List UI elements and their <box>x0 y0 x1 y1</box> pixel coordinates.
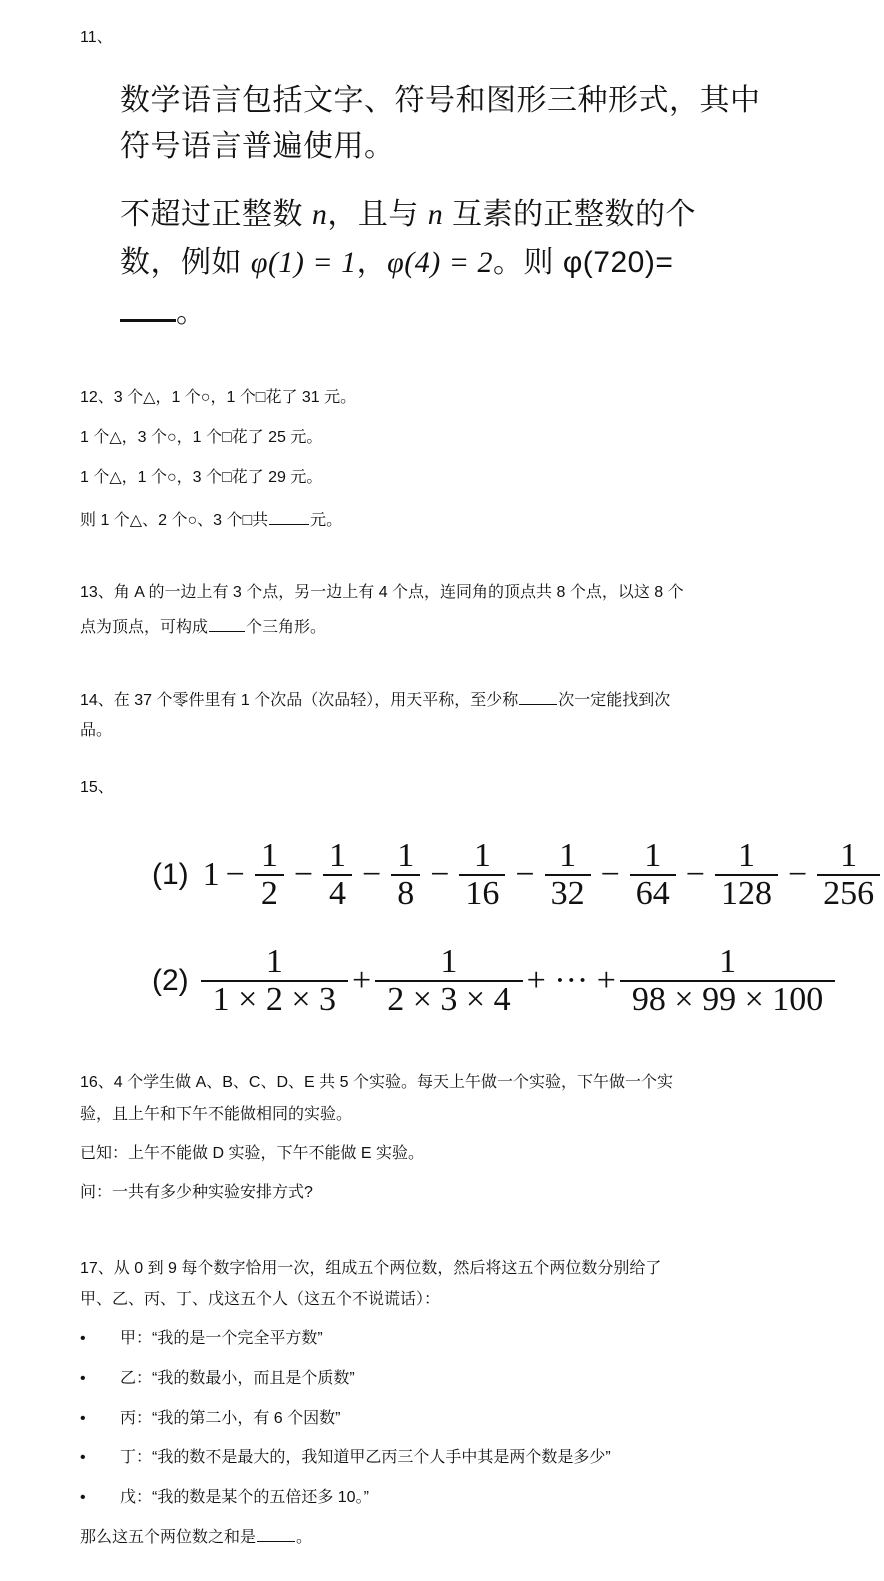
fraction-1-8 <box>391 838 420 912</box>
denominator: 256 <box>817 874 880 912</box>
bullet-marker: • <box>80 1330 86 1347</box>
q17-statement-bing: 丙：“我的第二小，有 6 个因数” <box>120 1410 341 1427</box>
q12-line4 <box>80 510 342 531</box>
fraction-1-16 <box>459 838 505 912</box>
numerator: 1 <box>719 943 737 980</box>
numerator: 1 <box>440 943 458 980</box>
q13-line2 <box>80 617 326 638</box>
q11-example-1: φ(1) = 1 <box>250 246 357 279</box>
fraction-1-32 <box>545 838 591 912</box>
q16-line3: 已知：上午不能做 D 实验，下午不能做 E 实验。 <box>80 1145 425 1162</box>
q17-statement-yi: 乙：“我的数最小，而且是个质数” <box>120 1370 355 1387</box>
bullet-marker: • <box>80 1410 86 1427</box>
minus-sign: − <box>362 856 382 893</box>
q17-final-b: 。 <box>296 1529 313 1546</box>
bullet-marker: • <box>80 1489 86 1506</box>
fraction-1-over-123 <box>207 944 342 1018</box>
numerator: 1 <box>559 837 577 874</box>
q11-line1: 数学语言包括文字、符号和图形三种形式，其中 <box>120 84 761 117</box>
q15-expression-2 <box>152 944 833 1018</box>
q17-final <box>80 1527 312 1548</box>
q12-line2: 1 个△，3 个○，1 个□花了 25 元。 <box>80 429 323 446</box>
denominator: 8 <box>391 874 420 912</box>
q14-line1-b: 次一定能找到次 <box>558 692 671 709</box>
q14-line1-a: 14、在 37 个零件里有 1 个次品（次品轻），用天平称，至少称 <box>80 692 519 709</box>
minus-sign: − <box>293 856 314 893</box>
q17-statement-jia: 甲：“我的是一个完全平方数” <box>120 1330 323 1347</box>
numerator: 1 <box>737 837 755 874</box>
numerator: 1 <box>260 837 278 874</box>
denominator: 32 <box>545 874 591 912</box>
bullet-marker: • <box>80 1449 86 1466</box>
q16-line1: 16、4 个学生做 A、B、C、D、E 共 5 个实验。每天上午做一个实验，下午做一个实 <box>80 1074 673 1091</box>
fraction-1-2 <box>255 838 284 912</box>
fraction-1-over-9899100 <box>626 944 829 1018</box>
q11-answer-blank[interactable] <box>120 297 176 322</box>
numerator: 1 <box>473 837 491 874</box>
denominator: 98 × 99 × 100 <box>620 980 835 1018</box>
q11-sep: ， <box>356 246 388 279</box>
numerator: 1 <box>644 837 662 874</box>
q11-line3-a: 不超过正整数 <box>120 198 312 231</box>
q12-line3: 1 个△，1 个○，3 个□花了 29 元。 <box>80 469 323 486</box>
q17-line2: 甲、乙、丙、丁、戊这五个人（这五个不说谎话）： <box>80 1291 441 1308</box>
denominator: 64 <box>630 874 676 912</box>
fraction-1-over-234 <box>381 944 516 1018</box>
q16-line4: 问：一共有多少种实验安排方式? <box>80 1184 313 1201</box>
q16-line2: 验，且上午和下午不能做相同的实验。 <box>80 1106 353 1123</box>
denominator: 2 <box>255 874 284 912</box>
q11-example-2: φ(4) = 2 <box>387 246 493 279</box>
q11-line5 <box>120 294 207 332</box>
plus-sign: + <box>352 962 372 999</box>
q11-line3-b: ，且与 <box>327 198 428 231</box>
minus-sign: − <box>430 856 450 893</box>
q13-line1: 13、角 A 的一边上有 3 个点，另一边上有 4 个点，连同角的顶点共 8 个点，以这 8 个 <box>80 584 684 601</box>
q17-line1: 17、从 0 到 9 每个数字恰用一次，组成五个两位数，然后将这五个两位数分别给了 <box>80 1260 662 1277</box>
q15-expression-1 <box>152 838 884 912</box>
minus-sign: − <box>685 856 705 893</box>
q11-line5-end: 。 <box>176 296 207 329</box>
q12-line4-a: 则 1 个△、2 个○、3 个□共 <box>80 512 269 529</box>
numerator: 1 <box>329 837 347 874</box>
numerator: 1 <box>265 943 283 980</box>
q11-line2: 符号语言普遍使用。 <box>120 130 395 163</box>
q12-line4-b: 元。 <box>310 512 343 529</box>
minus-sign: − <box>787 856 808 893</box>
var-n-2: n <box>427 198 444 231</box>
q11-line4-b: 。则 φ(720)= <box>493 246 674 279</box>
numerator: 1 <box>840 837 858 874</box>
q13-line2-a: 点为顶点，可构成 <box>80 619 209 636</box>
q11-line3-c: 互素的正整数的个 <box>443 198 697 231</box>
numerator: 1 <box>397 837 415 874</box>
fraction-1-128 <box>715 838 778 912</box>
minus-sign: − <box>515 856 535 893</box>
q17-final-a: 那么这五个两位数之和是 <box>80 1529 257 1546</box>
q17-statement-ding: 丁：“我的数不是最大的，我知道甲乙丙三个人手中其是两个数是多少” <box>120 1449 611 1466</box>
q14-line1 <box>80 690 670 711</box>
expr1-lead: 1 <box>202 856 220 893</box>
denominator: 1 × 2 × 3 <box>201 980 348 1018</box>
denominator: 16 <box>459 874 505 912</box>
q15-label-1: (1) <box>152 858 189 891</box>
q12-line1: 12、3 个△，1 个○，1 个□花了 31 元。 <box>80 389 357 406</box>
q17-answer-blank[interactable] <box>257 1527 295 1542</box>
minus-sign: − <box>225 856 245 893</box>
fraction-1-4 <box>323 838 352 912</box>
q11-line4 <box>120 244 673 282</box>
denominator: 2 × 3 × 4 <box>375 980 522 1018</box>
ellipsis-sum: + ··· + <box>526 962 616 999</box>
fraction-1-64 <box>630 838 676 912</box>
minus-sign: − <box>600 856 620 893</box>
q11-line3 <box>120 196 696 234</box>
q11-number: 11、 <box>80 29 113 46</box>
denominator: 128 <box>715 874 778 912</box>
q15-number: 15、 <box>80 779 114 796</box>
q14-line2: 品。 <box>80 722 113 739</box>
q15-label-2: (2) <box>152 964 189 997</box>
q17-statement-wu: 戊：“我的数是某个的五倍还多 10。” <box>120 1489 369 1506</box>
q13-line2-b: 个三角形。 <box>246 619 327 636</box>
bullet-marker: • <box>80 1370 86 1387</box>
q11-line4-a: 数，例如 <box>120 246 251 279</box>
fraction-1-256 <box>817 838 880 912</box>
q14-answer-blank[interactable] <box>519 690 557 705</box>
q13-answer-blank[interactable] <box>209 617 245 632</box>
denominator: 4 <box>323 874 352 912</box>
var-n-1: n <box>311 198 328 231</box>
q12-answer-blank[interactable] <box>269 510 309 525</box>
